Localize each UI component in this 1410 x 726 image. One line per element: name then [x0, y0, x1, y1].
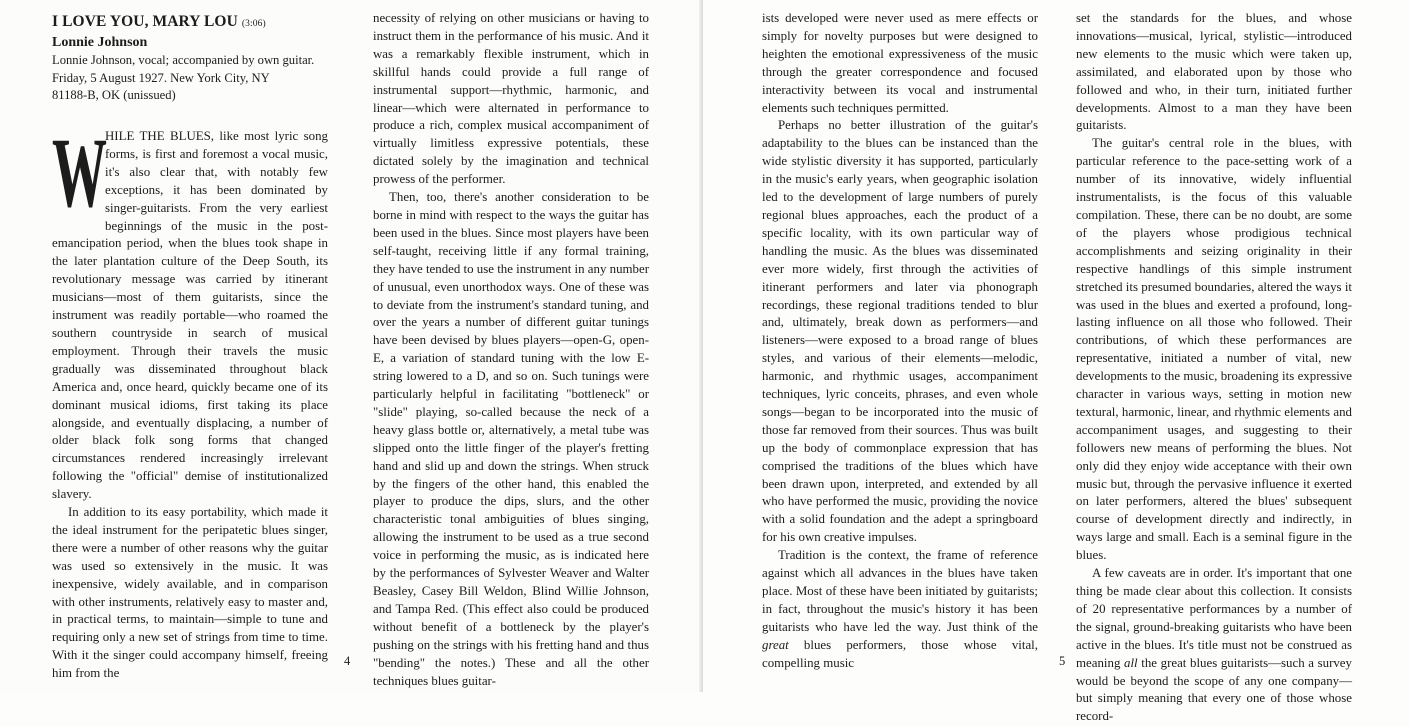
paragraph-text: blues performers, those whose vital, compelling music [762, 637, 1038, 670]
paragraph-text: HILE THE BLUES, like most lyric song forms, is first and foremost a vocal music, it's also clear that, with notably few exceptions, it has been dominated by singer-guitarists. From the very earliest beginnings of the music in the post-emancipation period, when the blues took shape in the later plantation culture of the Deep South, its revolutionary message was carried by itinerant musicians—most of them guitarists, since the instrument was readily portable—who roamed the southern countryside in search of musical employment. Through their travels the music gradually was disseminated throughout black America and, once heard, quickly became one of its dominant musical idioms, first taking its place alongside, and eventually displacing, a number of older black folk song forms that changed circumstances rendered increasingly irrelevant following the "official" demise of institutionalized slavery. [52, 129, 328, 502]
drop-cap: W [52, 117, 106, 228]
paragraph [52, 117, 328, 504]
page-number-left: 4 [344, 654, 351, 668]
paragraph: Perhaps no better illustration of the guitar's adaptability to the blues can be instanced than the wide stylistic diversity it has supported, particularly in the music's early years, when geographic isolation led to the development of large numbers of purely regional blues approaches, each the product of a specific locality, with its own particular way of handling the music. As the blues was disseminated ever more widely, first through the activities of itinerant performers and later via phonograph recordings, these regional traditions tended to blur and, ultimately, break down as performers—and listeners—were exposed to a broad range of blues styles, and various of their elements—melodic, harmonic, and rhythmic usages, accompaniment techniques, lyric conceits, phrases, and even whole songs—began to be incorporated into the music of those far removed from their sources. Thus was built up the body of commonplace expression that has comprised the traditions of the blues which have been drawn upon, interpreted, and extended by all who have performed the music, providing the novice with a solid foundation and the adept a springboard for his own creative impulses. [762, 118, 1038, 545]
text-column-4 [1076, 10, 1352, 726]
paragraph [762, 547, 1038, 672]
song-artist: Lonnie Johnson [52, 35, 148, 50]
emphasis: all [1124, 655, 1138, 670]
text-column-1 [52, 117, 328, 683]
song-credits: Lonnie Johnson, vocal; accompanied by own guitar. [52, 53, 315, 67]
page-number-right: 5 [1059, 654, 1066, 668]
matrix-number: 81188-B, OK (unissued) [52, 88, 176, 103]
emphasis: great [762, 637, 789, 652]
text-column-3 [762, 10, 1038, 673]
song-title: I LOVE YOU, MARY LOU [52, 13, 238, 30]
paragraph-text: Tradition is the context, the frame of reference against which all advances in the blues have taken place. Most of these have been initiated by guitarists; in fact, throughout the music's history it has been guitarists who have led the way. Just think of the [762, 548, 1038, 634]
paragraph: set the standards for the blues, and whose innovations—musical, lyrical, stylistic—introduced new elements to the music which were taken up, assimilated, and elaborated upon by those who followed and who, in their turn, initiated further developments. Almost to a man they have been guitarists. [1076, 11, 1352, 133]
paragraph: Then, too, there's another consideration to be borne in mind with respect to the ways the guitar has been used in the blues. Since most players have been self-taught, receiving little if any formal training, they have tended to use the instrument in any number of unusual, even unorthodox ways. One of these was to deviate from the instrument's standard tuning, and over the years a number of different guitar tunings have been devised by blues players—open-G, open-E, a variation of standard tuning with the low E-string lowered to a D, and so on. Such tunings were particularly helpful in facilitating "bottleneck" or "slide" playing, so-called because the neck of a heavy glass bottle or, alternatively, a metal tube was slipped onto the little finger of the player's fretting hand and slid up and down the strings. When struck by the fingers of the other hand, this enabled the player to produce the dips, slurs, and the other characteristic tonal ambiguities of blues singing, allowing the instrument to be used as a true second voice in performing the music, as is indicated here by the performances of Sylvester Weaver and Walter Beasley, Casey Bill Weldon, Blind Willie Johnson, and Tampa Red. (This effect also could be produced without benefit of a bottleneck by the player's pushing on the strings with his fretting hand and thus "bending" the notes.) These and all the other techniques blues guitar- [373, 190, 650, 688]
paragraph-text: the great blues guitarists—such a survey would be beyond the scope of any one company—but simply meaning that every one of those whose record- [1076, 655, 1352, 724]
paragraph: The guitar's central role in the blues, with particular reference to the pace-setting work of a number of its innovative, widely influential instrumentalists, is the focus of this valuable compilation. These, there can be no doubt, are some of the players whose prodigious technical accomplishments and seizing originality in their respective handlings of this simple instrument stretched its presumed boundaries, altered the ways it was used in the blues and exerted a profound, long-lasting influence on all those who followed. Their contributions, of which these performances are representative, initiated a number of vital, new developments to the music, broadening its expressive character in various ways, setting in motion new textural, harmonic, linear, and rhythmic elements and accompaniment usages, and suggesting to their followers new means of performing the blues. Not only did they enjoy wide acceptance with their own music but, through the pervasive influence it exerted on later performers, altered the blues' subsequent course of development directly and indirectly, in ways large and small. Each is a seminal figure in the blues. [1076, 136, 1352, 563]
paragraph-text: A few caveats are in order. It's important that one thing be made clear about this collection. It consists of 20 representative performances by a number of the signal, ground-breaking guitarists who have been active in the blues. It's title must not be construed as meaning [1076, 566, 1352, 670]
paragraph: necessity of relying on other musicians or having to instruct them in the performance of his music. And it was a remarkably flexible instrument, which in skillful hands could provide a full range of instrumental support—rhythmic, harmonic, and linear—which were alternated in performance to produce a rich, complex musical accompaniment of virtually limitless expressive potentials, these dictated solely by the imagination and technical prowess of the performer. [373, 11, 649, 187]
left-page [0, 0, 703, 692]
text-column-2 [373, 10, 649, 690]
paragraph: ists developed were never used as mere effects or simply for novelty purposes but were designed to heighten the emotional expressiveness of the music through the greater correspondence and focused interactivity between its vocal and instrumental elements such techniques permitted. [762, 11, 1038, 115]
song-title-line [52, 12, 342, 34]
song-header [52, 12, 342, 105]
session-info: Friday, 5 August 1927. New York City, NY [52, 70, 270, 85]
paragraph: In addition to its easy portability, which made it the ideal instrument for the peripatetic blues singer, there were a number of other reasons why the guitar was used so extensively in the music. It was inexpensive, widely available, and in comparison with other instruments, relatively easy to master and, in practical terms, to maintain—simple to tune and requiring only a new set of strings from time to time. With it the singer could accompany himself, freeing him from the [52, 505, 328, 681]
paragraph [1076, 565, 1352, 726]
song-duration: (3:06) [241, 19, 266, 29]
